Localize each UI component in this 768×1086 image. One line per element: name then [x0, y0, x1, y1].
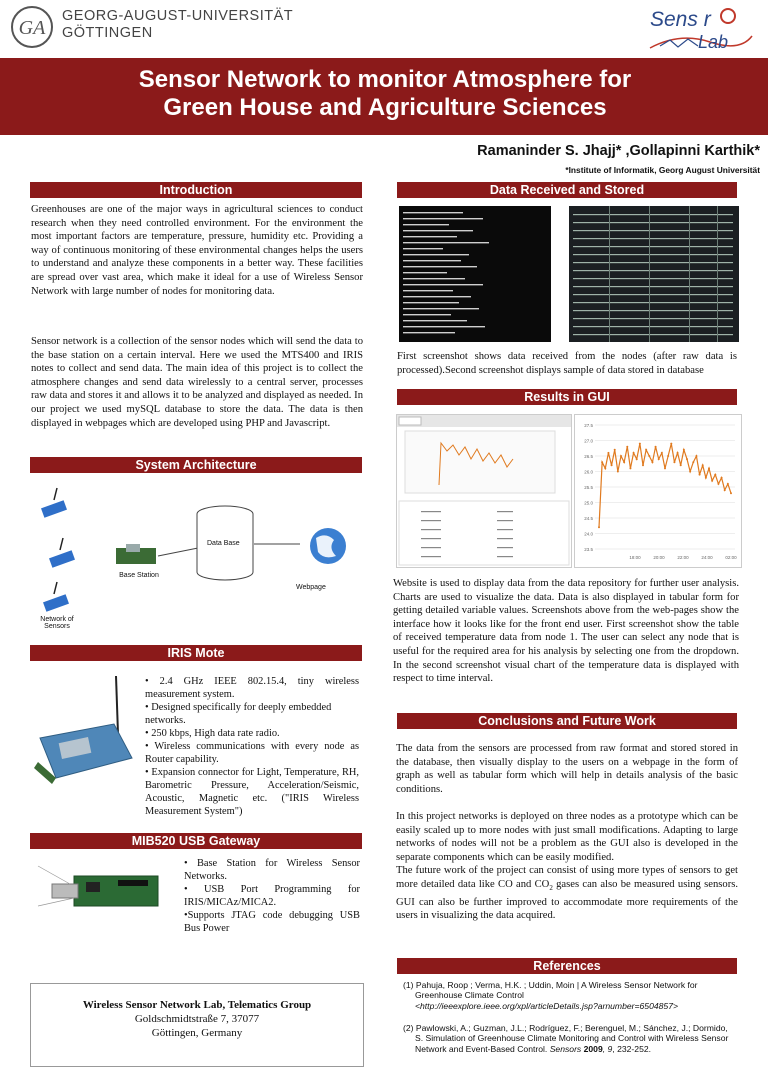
temperature-data-point	[664, 467, 666, 469]
database-screenshot	[569, 206, 739, 342]
footer-address-1: Goldschmidtstraße 7, 37077	[134, 1013, 260, 1025]
temperature-data-point	[667, 455, 669, 457]
temperature-data-point	[651, 461, 653, 463]
terminal-screenshot	[399, 206, 551, 342]
temperature-data-point	[655, 446, 657, 448]
temperature-data-point	[607, 452, 609, 454]
university-line1: GEORG-AUGUST-UNIVERSITÄT	[62, 8, 294, 24]
poster-title	[60, 66, 710, 122]
conclusions-paragraph-2	[396, 810, 738, 923]
sensor-lab-logo-top: Sens r	[650, 8, 711, 31]
reference-1	[403, 980, 735, 1011]
conclusions-paragraph-1: The data from the sensors are processed from raw format and stored stored in the database, then visually display to the users on a webpage in the form of graph as well as tabular form which will help in details analysis of the basic conditions.	[396, 743, 738, 795]
temperature-data-point	[695, 455, 697, 457]
reference-1-link[interactable]: <http://ieeexplore.ieee.org/xpl/articleDetails.jsp?arnumber=6504857>	[415, 1000, 678, 1011]
chart-y-tick-label: 25.5	[584, 485, 593, 490]
gui-table-screenshot	[396, 414, 572, 568]
temperature-data-point	[614, 449, 616, 451]
title-line1: Sensor Network to monitor Atmosphere for	[138, 66, 632, 93]
chart-y-tick-label: 26.0	[584, 469, 593, 475]
svg-text:GA: GA	[18, 17, 46, 39]
database-label: Data Base	[207, 540, 240, 547]
temperature-data-point	[617, 471, 619, 473]
temperature-data-point	[730, 492, 732, 494]
mib-bullet-list	[184, 857, 360, 935]
sensor-lab-logo-bottom: Lab	[698, 32, 729, 52]
chart-y-tick-label: 23.5	[584, 547, 593, 552]
temperature-data-point	[686, 458, 688, 460]
temperature-data-point	[724, 489, 726, 491]
reference-2-volume: , 9	[602, 1043, 613, 1054]
temperature-data-point	[717, 483, 719, 485]
temperature-data-point	[626, 446, 628, 448]
temperature-data-point	[623, 461, 625, 463]
affiliation: *Institute of Informatik, Georg August Universität	[565, 165, 760, 175]
sensor-lab-logo	[640, 2, 758, 54]
temperature-data-point	[683, 449, 685, 451]
mib-heading: MIB520 USB Gateway	[30, 833, 362, 849]
temperature-data-point	[601, 461, 603, 463]
chart-x-tick-label: 20:00	[653, 555, 665, 560]
temperature-data-point	[636, 458, 638, 460]
sensor-node-3	[43, 582, 69, 612]
mib-bullet-1: • Base Station for Wireless Sensor Networks.	[184, 858, 360, 882]
temperature-data-point	[705, 477, 707, 479]
temperature-data-point	[598, 526, 600, 528]
globe-icon	[310, 528, 346, 564]
university-logo	[10, 5, 54, 49]
mib-bullet-3: •Supports JTAG code debugging USB Bus Power	[184, 910, 360, 934]
reference-1-text: (1) Pahuja, Roop ; Verma, H.K. ; Uddin, Moin | A Wireless Sensor Network for Greenhouse Climate Control	[403, 980, 698, 1001]
sensor-node-1	[41, 488, 67, 518]
conclusions-paragraph-2-c: gases can also be measured using sensors. GUI can also be further improved to accommodate more requirements of the users in visualizing the data acquired.	[396, 878, 738, 922]
footer-address-2: Göttingen, Germany	[151, 1027, 243, 1039]
temperature-data-point	[648, 455, 650, 457]
chart-y-tick-label: 25.0	[584, 500, 593, 506]
temperature-data-point	[661, 452, 663, 454]
temperature-data-point	[708, 467, 710, 469]
iris-heading: IRIS Mote	[30, 645, 362, 661]
temperature-data-point	[692, 461, 694, 463]
footer-lab: Wireless Sensor Network Lab, Telematics Group	[82, 999, 312, 1011]
iris-bullet-2: • Designed specifically for deeply embedded networks.	[145, 702, 332, 726]
chart-y-tick-label: 24.0	[584, 531, 593, 537]
chart-x-tick-label: 24:00	[701, 555, 713, 560]
reference-2-year: 2009	[581, 1043, 603, 1054]
conclusions-heading: Conclusions and Future Work	[397, 713, 737, 729]
temperature-data-point	[611, 464, 613, 466]
university-name	[62, 8, 293, 42]
temperature-data-point	[702, 464, 704, 466]
temperature-data-point	[604, 467, 606, 469]
data-received-caption: First screenshot shows data received from the nodes (after raw data is processed).Second screenshot displays sample of data stored in database	[397, 351, 737, 376]
university-line2: GÖTTINGEN	[62, 25, 153, 41]
gui-heading: Results in GUI	[397, 389, 737, 405]
network-label: Network of Sensors	[40, 616, 74, 630]
temperature-data-point	[620, 455, 622, 457]
iris-mote-image	[30, 666, 138, 791]
title-line2: Green House and Agriculture Sciences	[163, 94, 607, 121]
mib520-image	[30, 856, 178, 926]
temperature-data-point	[699, 474, 701, 476]
arch-heading: System Architecture	[30, 457, 362, 473]
temperature-data-point	[711, 480, 713, 482]
temperature-data-point	[689, 471, 691, 473]
references-heading: References	[397, 958, 737, 974]
sensor-node-2	[49, 538, 75, 568]
temperature-data-point	[642, 464, 644, 466]
temperature-data-point	[677, 452, 679, 454]
architecture-diagram	[30, 478, 362, 638]
webpage-label: Webpage	[296, 584, 326, 591]
temperature-data-point	[670, 443, 672, 445]
intro-heading: Introduction	[30, 182, 362, 198]
temperature-data-point	[639, 443, 641, 445]
base-station-board	[116, 544, 156, 564]
temperature-data-point	[727, 483, 729, 485]
chart-y-tick-label: 26.5	[584, 454, 593, 459]
iris-bullet-list	[145, 675, 359, 818]
authors: Ramaninder S. Jhajj* ,Gollapinni Karthik*	[477, 143, 760, 159]
data-received-heading: Data Received and Stored	[397, 182, 737, 198]
base-station-label: Base Station	[119, 572, 159, 579]
temperature-data-point	[714, 474, 716, 476]
conclusions-paragraph-2-b: The future work of the project can consist of using more types of sensors to get more detailed data like CO and CO	[396, 865, 738, 890]
intro-paragraph-1: Greenhouses are one of the major ways in agricultural sciences to conduct research when they need controlled environment. For the environment the most important factors are temperature, pressure, humidity etc. Providing a way of continuous monitoring of these environmental changes helps the users to understand and analyze these components in a better way. These facilities are spread over vast area, which make it ideal for a use of Wireless Sensor Network with large number of nodes for monitoring data.	[31, 204, 363, 297]
temperature-chart	[574, 414, 742, 568]
temperature-data-point	[658, 458, 660, 460]
chart-y-tick-label: 24.5	[584, 516, 593, 521]
temperature-data-point	[633, 452, 635, 454]
iris-bullet-3: • 250 kbps, High data rate radio.	[145, 728, 280, 739]
co2-subscript: 2	[549, 884, 553, 893]
chart-x-tick-label: 22:00	[677, 555, 689, 560]
reference-2-pages: , 232-252.	[612, 1043, 652, 1054]
iris-bullet-1: • 2.4 GHz IEEE 802.15.4, tiny wireless measurement system.	[145, 676, 359, 700]
temperature-data-point	[721, 477, 723, 479]
temperature-chart-svg	[575, 415, 741, 567]
reference-2-text: (2) Pawlowski, A.; Guzman, J.L.; Rodríguez, F.; Berenguel, M.; Sánchez, J.; Dormido, S. Simulation of Greenhouse Climate Monitoring and Control with Wireless Sensor Network and Event-Based Control.	[403, 1023, 729, 1054]
mib-bullet-2: • USB Port Programming for IRIS/MICAz/MICA2.	[184, 884, 360, 908]
chart-y-tick-label: 27.0	[584, 438, 593, 444]
chart-x-tick-label: 18:00	[629, 555, 641, 560]
chart-x-tick-label: 02:00	[725, 555, 737, 560]
temperature-data-point	[680, 464, 682, 466]
intro-paragraph-2: Sensor network is a collection of the sensor nodes which will send the data to the base station on a certain interval. Here we used the MTS400 and IRIS notes to collect and send data. The main idea of this project is to collect the atmosphere changes and send data wirelessly to a central server, processes raw data and stores it and allows it to be analyzed and displayed as needed. In our project we used mySQL database to store the data. The data is then displayed in webpages which are developed using PHP and Javascript.	[31, 336, 363, 429]
temperature-data-point	[645, 449, 647, 451]
chart-y-tick-label: 27.5	[584, 423, 593, 428]
reference-2	[403, 1023, 735, 1054]
gui-description: Website is used to display data from the data repository for further user analysis. Charts are used to visualize the data. Data is also displayed in tabular form for getting detailed variable values. Screenshots above from the web-pages show the interface how it looks like for the front end user. First screenshot show the table of received temperature data from node 1. The user can select any node that is useful for the required area for his analysis by selecting one from the dropdown. In the second screenshot visual chart of the temperature data is displayed with respect to time interval.	[393, 578, 739, 685]
temperature-data-point	[629, 467, 631, 469]
iris-bullet-4: • Wireless communications with every node as Router capability.	[145, 741, 359, 765]
iris-bullet-5: • Expansion connector for Light, Temperature, RH, Barometric Pressure, Acceleration/Seismic, Acoustic, Magnetic etc. ("IRIS Wireless Measurement System")	[145, 767, 359, 817]
conclusions-paragraph-2-a: In this project networks is deployed on three nodes as a prototype which can be easily scaled up to more nodes with just small modifications. Adapting to large networks of nodes will not be a problem as the GUI also is developed in the separate components which can be easily modified.	[396, 811, 738, 863]
temperature-data-point	[673, 461, 675, 463]
reference-2-journal: Sensors	[549, 1043, 582, 1054]
footer-box	[30, 983, 364, 1067]
